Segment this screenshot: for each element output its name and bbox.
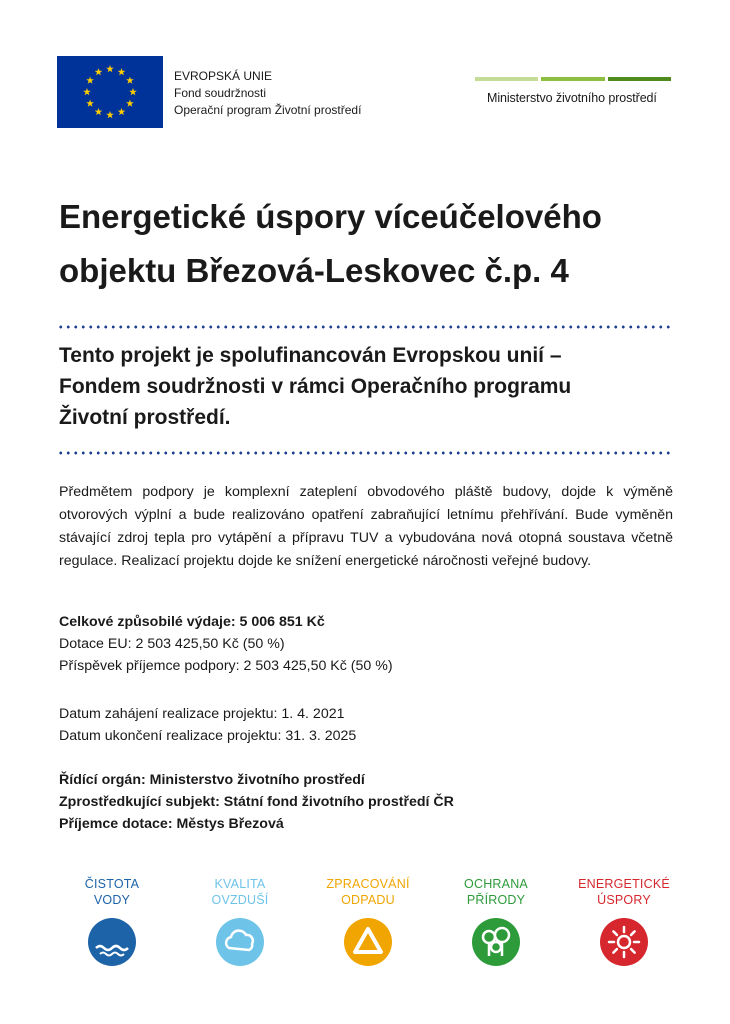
eu-star [95, 108, 103, 115]
eu-line-1: EVROPSKÁ UNIE [174, 69, 273, 83]
project-description: Předmětem podpory je komplexní zateplení obvodového pláště budovy, dojde k výměně otvorových výplní a bude realizováno opatření zabraňující letnímu přehřívání. Bude vyměněn stávající zdroj tepla pro vytápění a přípravu TUV a vybudována nová otopná soustava včetně regulace. Realizací projektu dojde ke snížení energetické náročnosti veřejné budovy. [59, 484, 673, 569]
title-line-1: Energetické úspory víceúčelového [59, 198, 602, 235]
water-icon [88, 918, 136, 966]
bodies-block [59, 769, 454, 835]
eu-stars-icon [57, 56, 163, 128]
ministry-logo [475, 77, 671, 105]
end-date: Datum ukončení realizace projektu: 31. 3. 2025 [59, 728, 357, 744]
priority-label [57, 876, 167, 910]
priority-label [185, 876, 295, 910]
eu-star [126, 100, 134, 107]
eu-program-text [174, 68, 361, 119]
ministry-bar-1 [475, 77, 538, 81]
finance-block [59, 611, 393, 677]
dates-block [59, 703, 356, 747]
dotted-divider-top [57, 325, 673, 329]
priority-label-line-2: VODY [93, 893, 131, 907]
managing-authority: Řídící orgán: Ministerstvo životního prostředí [59, 772, 365, 788]
eu-star [126, 77, 134, 84]
ministry-bar-2 [541, 77, 604, 81]
cofinancing-statement [59, 340, 689, 433]
ministry-color-bars [475, 77, 671, 81]
sun-ray [613, 949, 617, 953]
project-title [59, 190, 699, 298]
priority-waste [313, 876, 423, 966]
priority-label-line-1: ČISTOTA [84, 877, 140, 891]
trees-icon [472, 918, 520, 966]
eu-star [86, 100, 94, 107]
intermediate-body: Zprostředkující subjekt: Státní fond životního prostředí ČR [59, 794, 454, 810]
priority-label-line-1: KVALITA [214, 877, 266, 891]
total-eligible-costs: Celkové způsobilé výdaje: 5 006 851 Kč [59, 614, 325, 630]
priority-nature [441, 876, 551, 966]
eu-flag-logo [57, 56, 163, 128]
subtitle-line-2: Fondem soudržnosti v rámci Operačního programu [59, 375, 572, 398]
eu-star [118, 108, 126, 115]
ministry-bar-3 [608, 77, 671, 81]
eu-star [86, 77, 94, 84]
priority-label [441, 876, 551, 910]
dotted-divider-bottom [57, 451, 673, 455]
eu-line-3: Operační program Životní prostředí [174, 103, 362, 117]
eu-star [106, 65, 114, 72]
eu-star [106, 111, 114, 118]
priority-label-line-2: ÚSPORY [597, 893, 651, 907]
priority-label [569, 876, 679, 910]
sun-icon [600, 918, 648, 966]
sun-ray [631, 949, 635, 953]
priority-water [57, 876, 167, 966]
eu-star [83, 88, 91, 95]
recipient-contribution: Příspěvek příjemce podpory: 2 503 425,50 Kč (50 %) [59, 658, 393, 674]
priority-label-line-1: OCHRANA [464, 877, 528, 891]
priority-air [185, 876, 295, 966]
subtitle-line-3: Životní prostředí. [59, 406, 231, 429]
priority-label [313, 876, 423, 910]
start-date: Datum zahájení realizace projektu: 1. 4. 2021 [59, 706, 345, 722]
sun-ray [613, 931, 617, 935]
priority-label-line-1: ENERGETICKÉ [578, 877, 670, 891]
eu-grant: Dotace EU: 2 503 425,50 Kč (50 %) [59, 636, 285, 652]
priority-label-line-2: PŘÍRODY [466, 893, 526, 907]
priority-label-line-1: ZPRACOVÁNÍ [326, 877, 410, 891]
eu-star [118, 68, 126, 75]
sun-ray [631, 931, 635, 935]
recycle-icon [344, 918, 392, 966]
title-line-2: objektu Březová-Leskovec č.p. 4 [59, 252, 569, 289]
eu-line-2: Fond soudržnosti [174, 86, 267, 100]
subtitle-line-1: Tento projekt je spolufinancován Evropskou unií – [59, 344, 562, 367]
priority-label-line-2: ODPADU [341, 893, 395, 907]
priority-label-line-2: OVZDUŠÍ [211, 893, 269, 907]
eu-star [95, 68, 103, 75]
cloud-icon [216, 918, 264, 966]
priority-energy [569, 876, 679, 966]
priority-icons-row [57, 876, 697, 986]
eu-star [129, 88, 137, 95]
grant-recipient: Příjemce dotace: Městys Březová [59, 816, 284, 832]
ministry-name: Ministerstvo životního prostředí [487, 91, 657, 105]
